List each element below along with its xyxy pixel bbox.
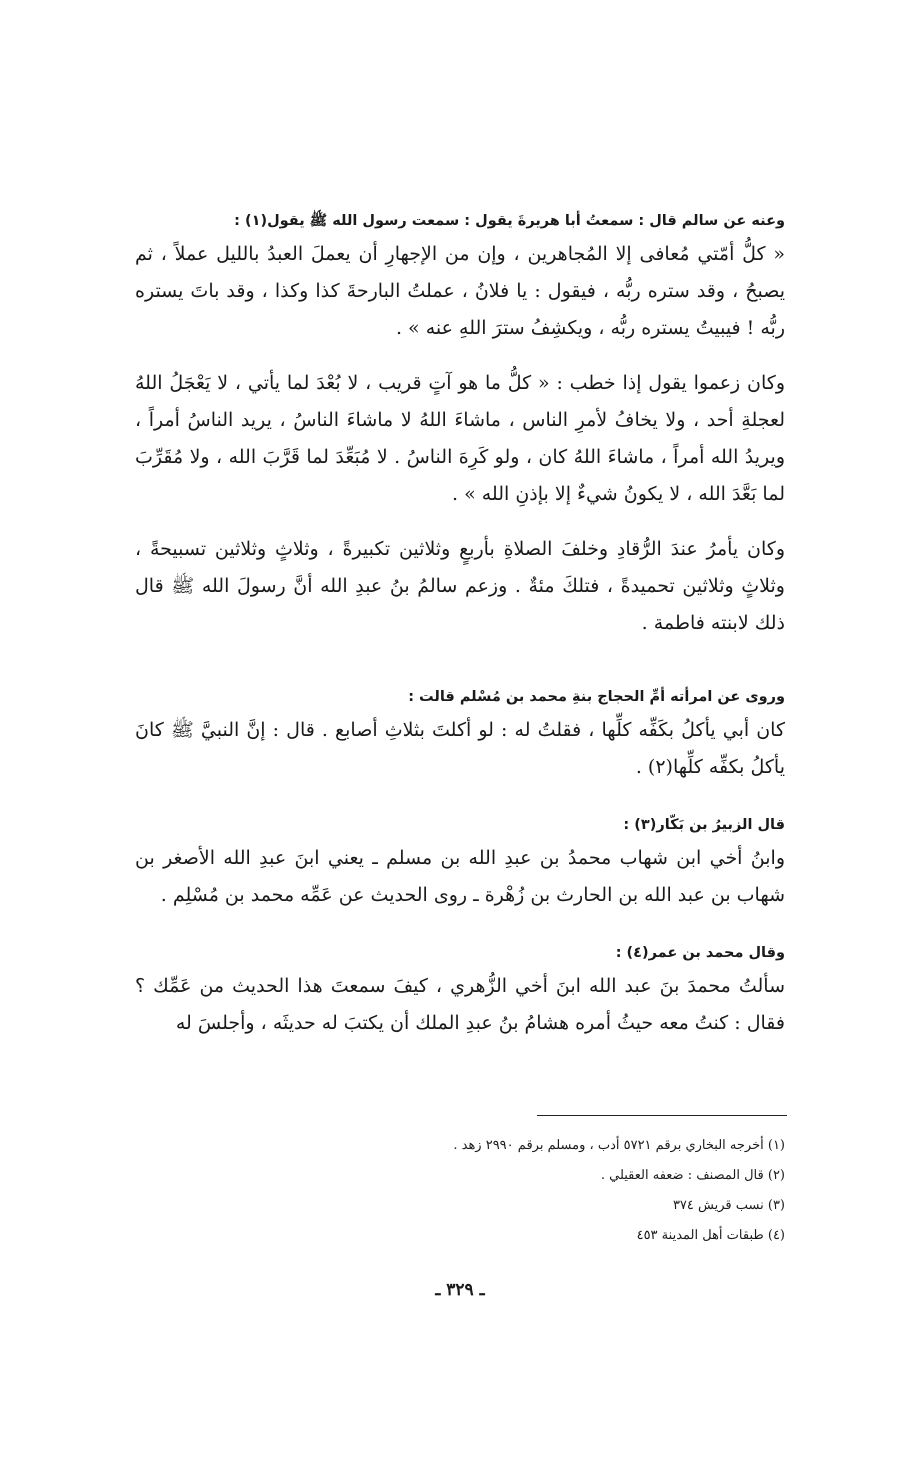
page-number: ـ ٣٢٩ ـ xyxy=(435,1280,485,1300)
section-heading: قال الزبيرُ بن بَكّار(٣) : xyxy=(623,817,785,833)
section-heading: وروى عن امرأته أمِّ الحجاج بنةِ محمد بن مُسْلم قالت : xyxy=(408,689,785,705)
section-zubayr xyxy=(135,812,785,914)
paragraph: وكان زعموا يقول إذا خطب : « كلُّ ما هو آتٍ قريب ، لا بُعْدَ لما يأتي ، لا يَعْجَلُ اللهُ لعجلةِ أحد ، ولا يخافُ لأمرِ الناس ، ماشاءَ اللهُ لا ماشاءَ الناسُ ، يريد الناسُ أمراً ، ويريدُ الله أمراً ، ماشاءَ اللهُ كان ، ولو كَرِهَ الناسُ . لا مُبَعِّدَ لما قَرَّبَ الله ، ولا مُقَرِّبَ لما بَعَّدَ الله ، لا يكونُ شيءٌ إلا بإذنِ الله » . xyxy=(135,372,785,505)
main-text xyxy=(135,208,785,1042)
section-heading: وقال محمد بن عمر(٤) : xyxy=(615,945,785,961)
section-heading: وعنه عن سالم قال : سمعتُ أبا هريرةَ يقول : سمعت رسول الله ﷺ يقول(١) : xyxy=(234,213,785,229)
footnote: (٢) قال المصنف : ضعفه العقيلي . xyxy=(600,1168,785,1183)
paragraph: « كلُّ أمّتي مُعافى إلا المُجاهرين ، وإن من الإجهارِ أن يعملَ العبدُ بالليل عملاً ، ثم يصبحُ ، وقد ستره ربُّه ، فيقول : يا فلانُ ، عملتُ البارحةَ كذا وكذا ، وقد باتَ يستره ربُّه ! فيبيتُ يستره ربُّه ، ويكشِفُ سترَ اللهِ عنه » . xyxy=(135,243,785,339)
paragraph: كان أبي يأكلُ بكَفِّه كلِّها ، فقلتُ له : لو أكلتَ بثلاثِ أصابع . قال : إنَّ النبيَّ ﷺ كانَ يأكلُ بكفِّه كلِّها(٢) . xyxy=(135,719,785,778)
paragraph: وكان يأمرُ عندَ الرُّقادِ وخلفَ الصلاةِ بأربعٍ وثلاثين تكبيرةً ، وثلاثٍ وثلاثين تسبيحةً ، وثلاثٍ وثلاثين تحميدةً ، فتلكَ مئةٌ . وزعم سالمُ بنُ عبدِ الله أنَّ رسولَ الله ﷺ قال ذلك لابنته فاطمة . xyxy=(135,538,785,634)
paragraph: وابنُ أخي ابن شهاب محمدُ بن عبدِ الله بن مسلم ـ يعني ابنَ عبدِ الله الأصغر بن شهاب بن عبد الله بن الحارث بن زُهْرة ـ روى الحديث عن عَمِّه محمد بن مُسْلِم . xyxy=(135,847,785,906)
footnote: (٤) طبقات أهل المدينة ٤٥٣ xyxy=(636,1228,785,1243)
section-salim xyxy=(135,208,785,642)
footnote: (٣) نسب قريش ٣٧٤ xyxy=(672,1198,785,1213)
footnotes xyxy=(400,1131,785,1251)
paragraph: سألتُ محمدَ بنَ عبد الله ابنَ أخي الزُّهري ، كيفَ سمعتَ هذا الحديث من عَمِّك ؟ فقال : كنتُ معه حيثُ أمره هشامُ بنُ عبدِ الملك أن يكتبَ له حديثَه ، وأجلسَ له xyxy=(135,975,785,1034)
section-umm-hajjaj xyxy=(135,684,785,786)
footnote: (١) أخرجه البخاري برقم ٥٧٢١ أدب ، ومسلم برقم ٢٩٩٠ زهد . xyxy=(453,1138,785,1153)
section-muhammad-bin-umar xyxy=(135,940,785,1042)
footnote-separator xyxy=(537,1115,787,1116)
